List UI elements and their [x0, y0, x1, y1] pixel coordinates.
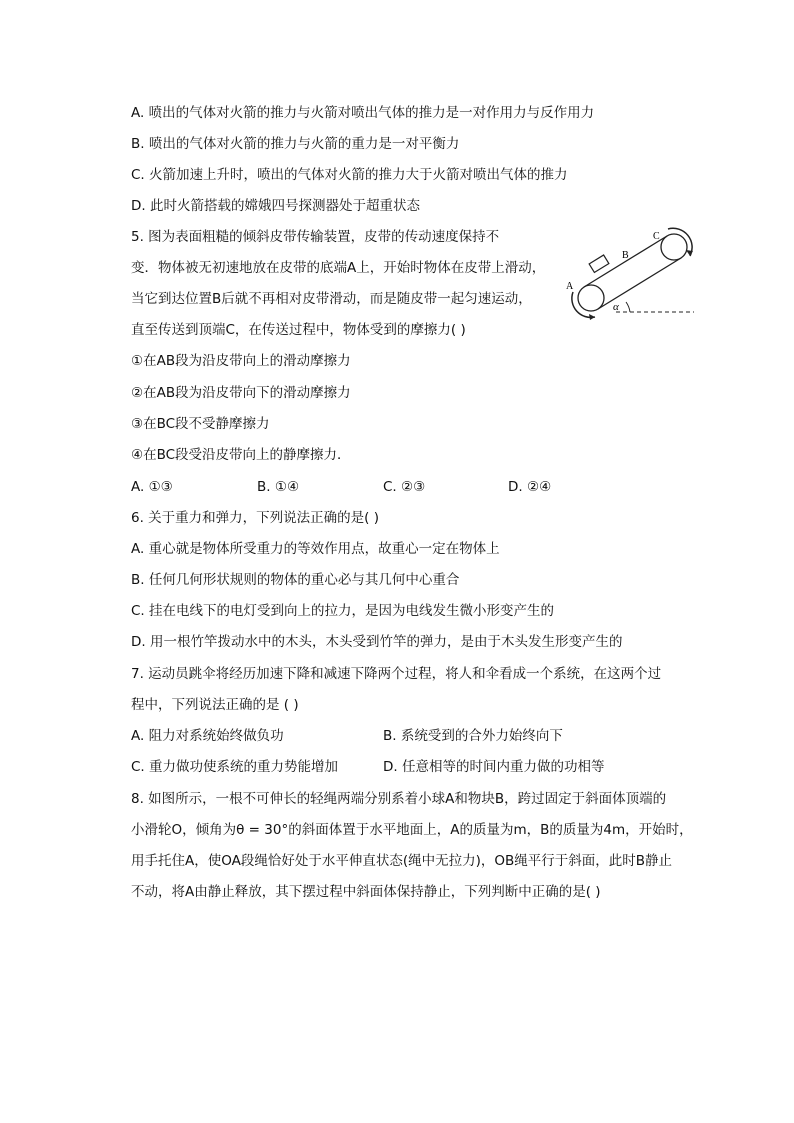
q7-option-b: B. 系统受到的合外力始终向下 [383, 728, 563, 744]
q6-option-b: B. 任何几何形状规则的物体的重心必与其几何中心重合 [131, 572, 460, 588]
q5-option-b: B. ①④ [257, 479, 300, 495]
belt-bottom-side [598, 258, 681, 309]
q8-stem-line4: 不动，将A由静止释放，其下摆过程中斜面体保持静止，下列判断中正确的是( ) [131, 884, 601, 900]
bottom-arrow-head [589, 314, 595, 320]
q5-option-d: D. ②④ [508, 479, 552, 495]
q5-statement-2: ②在AB段为沿皮带向下的滑动摩擦力 [131, 385, 351, 401]
q5-option-c: C. ②③ [383, 479, 426, 495]
q7-stem-line2: 程中，下列说法正确的是 ( ) [131, 697, 299, 713]
q6-stem: 6. 关于重力和弹力，下列说法正确的是( ) [131, 510, 379, 526]
q8-stem-line2: 小滑轮O，倾角为θ = 30°的斜面体置于水平地面上，A的质量为m，B的质量为4m，开始时， [131, 822, 693, 838]
q5-stem-line3: 当它到达位置B后就不再相对皮带滑动，而是随皮带一起匀速运动， [131, 291, 532, 307]
q7-option-c: C. 重力做功使系统的重力势能增加 [131, 759, 339, 775]
label-c: C [653, 231, 660, 242]
q7-option-a: A. 阻力对系统始终做负功 [131, 728, 284, 744]
q4-option-d: D. 此时火箭搭载的嫦娥四号探测器处于超重状态 [131, 198, 420, 214]
label-b: B [622, 250, 629, 261]
q7-option-d: D. 任意相等的时间内重力做的功相等 [383, 759, 605, 775]
q5-option-a: A. ①③ [131, 479, 173, 495]
q6-option-c: C. 挂在电线下的电灯受到向上的拉力，是因为电线发生微小形变产生的 [131, 603, 555, 619]
q5-stem-line2: 变．物体被无初速地放在皮带的底端A上，开始时物体在皮带上滑动， [131, 260, 546, 276]
angle-arc [626, 302, 630, 312]
q8-stem-line3: 用手托住A，使OA段绳恰好处于水平伸直状态(绳中无拉力)，OB绳平行于斜面，此时B静止 [131, 853, 673, 869]
label-a: A [566, 281, 574, 292]
bottom-rotation-arrow [572, 292, 595, 317]
q6-option-a: A. 重心就是物体所受重力的等效作用点，故重心一定在物体上 [131, 541, 500, 557]
q4-option-c: C. 火箭加速上升时，喷出的气体对火箭的推力大于火箭对喷出气体的推力 [131, 167, 568, 183]
q6-option-d: D. 用一根竹竿拨动水中的木头，木头受到竹竿的弹力，是由于木头发生形变产生的 [131, 634, 623, 650]
q5-statement-1: ①在AB段为沿皮带向上的滑动摩擦力 [131, 353, 351, 369]
block [589, 255, 609, 272]
q8-stem-line1: 8. 如图所示，一根不可伸长的轻绳两端分别系着小球A和物块B，跨过固定于斜面体顶端的 [131, 791, 667, 807]
q5-stem-line1: 5. 图为表面粗糙的倾斜皮带传输装置，皮带的传动速度保持不 [131, 229, 500, 245]
q4-option-a: A. 喷出的气体对火箭的推力与火箭对喷出气体的推力是一对作用力与反作用力 [131, 105, 595, 121]
q7-stem-line1: 7. 运动员跳伞将经历加速下降和减速下降两个过程，将人和伞看成一个系统，在这两个过 [131, 666, 662, 682]
q5-statement-3: ③在BC段不受静摩擦力 [131, 416, 270, 432]
label-alpha: α [613, 301, 619, 313]
q4-option-b: B. 喷出的气体对火箭的推力与火箭的重力是一对平衡力 [131, 136, 460, 152]
q5-statement-4: ④在BC段受沿皮带向上的静摩擦力． [131, 447, 351, 463]
conveyor-belt-figure [560, 226, 700, 322]
q5-stem-line4: 直至传送到顶端C，在传送过程中，物体受到的摩擦力( ) [131, 322, 466, 338]
